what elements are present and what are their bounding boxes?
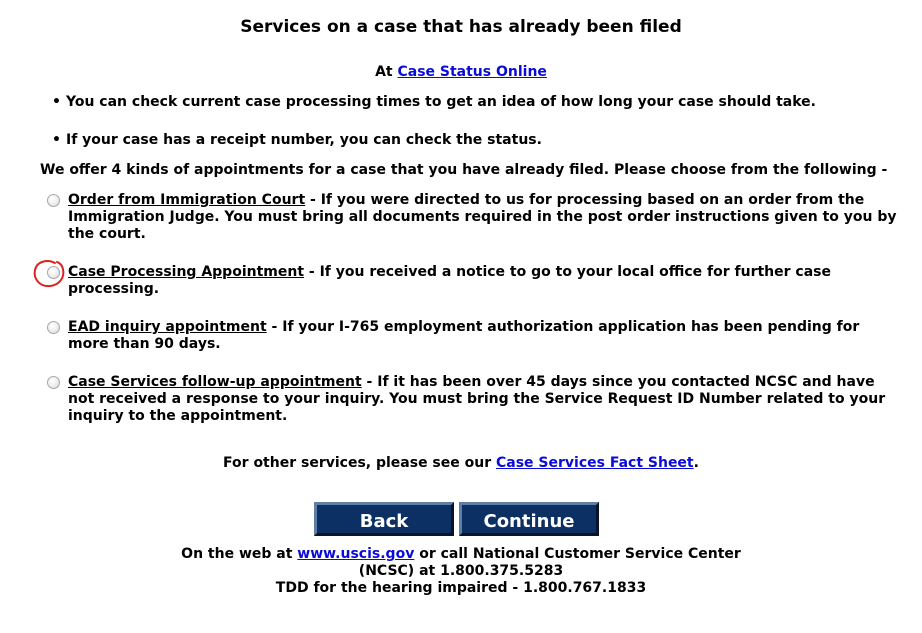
option-title: Case Services follow-up appointment	[68, 374, 362, 390]
case-services-fact-sheet-link[interactable]: Case Services Fact Sheet	[496, 455, 694, 471]
footer-line-3: TDD for the hearing impaired - 1.800.767.1833	[275, 580, 647, 596]
option-description: - If it has been over 45 days since you contacted NCSC and have not received a response to your inquiry. You must bring the Service Request ID Number related to your inquiry to the appointment.	[68, 374, 886, 424]
bullet-text: You can check current case processing times to get an idea of how long your case should take.	[66, 94, 816, 110]
continue-button[interactable]: Continue	[459, 502, 599, 536]
option-title: Case Processing Appointment	[68, 264, 305, 280]
option-description: - If you received a notice to go to your local office for further case processing.	[68, 264, 831, 297]
annotation-circle-icon	[31, 257, 69, 291]
option-case-processing-appointment	[68, 264, 898, 298]
other-services-line	[0, 455, 922, 471]
case-status-online-link[interactable]: Case Status Online	[397, 64, 547, 80]
other-services-prefix: For other services, please see our	[223, 455, 492, 471]
radio-order-from-immigration-court[interactable]	[47, 194, 60, 207]
option-description: - If your I-765 employment authorization application has been pending for more than 90 days.	[68, 319, 860, 352]
option-case-services-follow-up-appointment	[68, 374, 898, 425]
option-title: Order from Immigration Court	[68, 192, 306, 208]
bullet-icon: •	[52, 94, 61, 110]
option-description: - If you were directed to us for processing based on an order from the Immigration Judge. You must bring all documents required in the post order instructions given to you by the court.	[68, 192, 897, 242]
case-status-line	[0, 64, 922, 80]
footer-line-2: (NCSC) at 1.800.375.5283	[358, 563, 564, 579]
footer	[0, 546, 922, 597]
page-title: Services on a case that has already been filed	[240, 17, 682, 37]
footer-call-text: or call National Customer Service Center	[419, 546, 741, 562]
bullet-text: If your case has a receipt number, you can check the status.	[66, 132, 542, 148]
footer-line-1	[0, 546, 922, 563]
option-order-from-immigration-court	[68, 192, 898, 243]
uscis-website-link[interactable]: www.uscis.gov	[297, 546, 415, 562]
back-button[interactable]: Back	[314, 502, 454, 536]
option-ead-inquiry-appointment	[68, 319, 898, 353]
intro-text: We offer 4 kinds of appointments for a case that you have already filed. Please choose from the following -	[40, 162, 888, 178]
option-title: EAD inquiry appointment	[68, 319, 267, 335]
radio-ead-inquiry-appointment[interactable]	[47, 321, 60, 334]
case-status-prefix: At	[375, 64, 393, 80]
bullet-icon: •	[52, 132, 61, 148]
footer-web-prefix: On the web at	[181, 546, 293, 562]
radio-case-services-follow-up-appointment[interactable]	[47, 376, 60, 389]
other-services-suffix: .	[693, 455, 699, 471]
